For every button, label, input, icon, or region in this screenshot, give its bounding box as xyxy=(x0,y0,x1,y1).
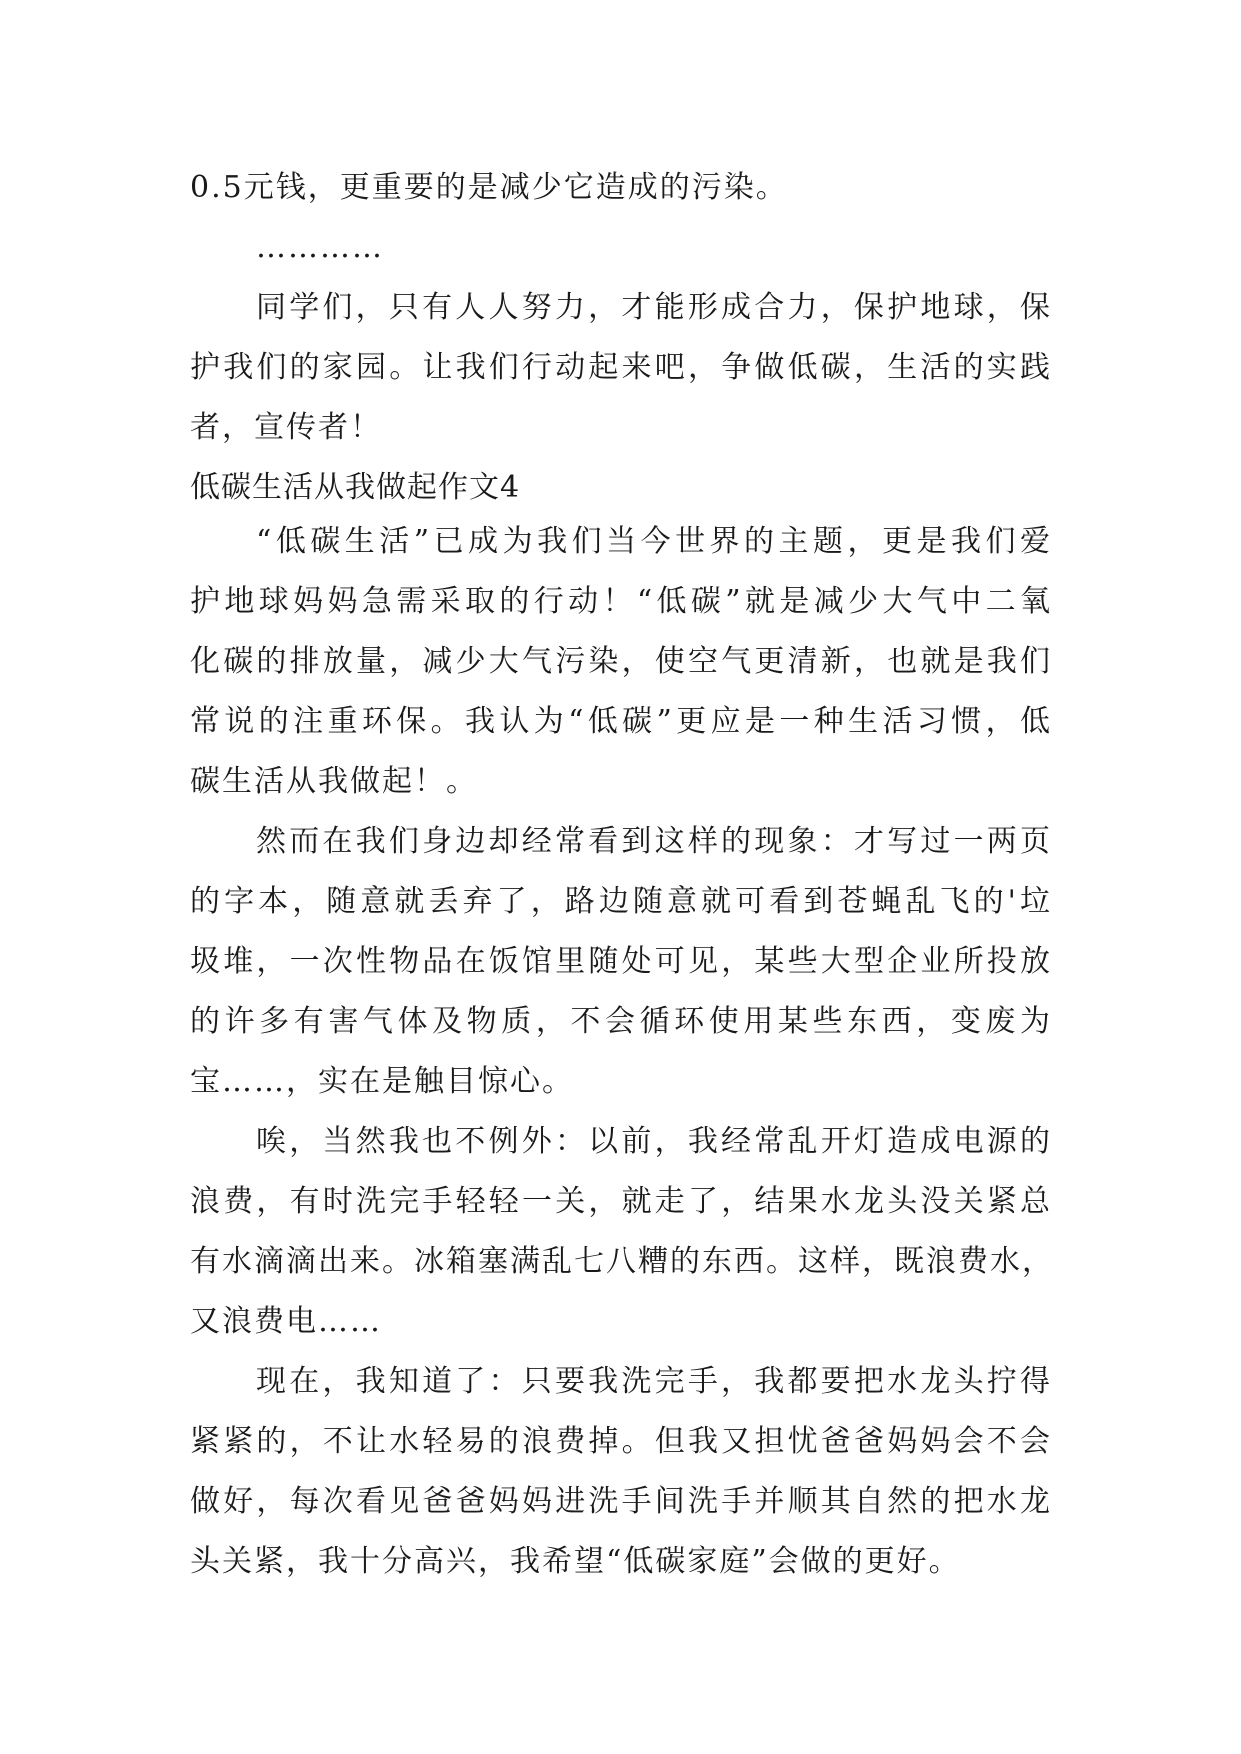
text-line: 的许多有害气体及物质，不会循环使用某些东西，变废为 xyxy=(190,1004,1052,1039)
ellipsis-line: ………… xyxy=(256,230,384,265)
text-line: 0.5元钱，更重要的是减少它造成的污染。 xyxy=(190,170,788,205)
text-line: 宝……，实在是触目惊心。 xyxy=(190,1064,574,1099)
closing-paragraph xyxy=(190,278,1052,458)
text-line: 唉，当然我也不例外：以前，我经常乱开灯造成电源的 xyxy=(256,1124,1052,1159)
text-line: 同学们，只有人人努力，才能形成合力，保护地球，保 xyxy=(256,290,1052,325)
paragraph-2 xyxy=(190,812,1052,1112)
text-line: 然而在我们身边却经常看到这样的现象：才写过一两页 xyxy=(256,824,1052,859)
text-line: 化碳的排放量，减少大气污染，使空气更清新，也就是我们 xyxy=(190,644,1052,679)
paragraph-1 xyxy=(190,512,1052,812)
text-line: 护地球妈妈急需采取的行动！“低碳”就是减少大气中二氧 xyxy=(190,584,1052,619)
text-line: 碳生活从我做起！。 xyxy=(190,764,478,799)
text-line: 又浪费电…… xyxy=(190,1304,382,1339)
text-line: 护我们的家园。让我们行动起来吧，争做低碳，生活的实践 xyxy=(190,350,1052,385)
paragraph-3 xyxy=(190,1112,1052,1352)
text-line: “低碳生活”已成为我们当今世界的主题，更是我们爱 xyxy=(256,524,1052,559)
text-line: 常说的注重环保。我认为“低碳”更应是一种生活习惯，低 xyxy=(190,704,1052,739)
text-line: 头关紧，我十分高兴，我希望“低碳家庭”会做的更好。 xyxy=(190,1544,961,1579)
text-line: 圾堆，一次性物品在饭馆里随处可见，某些大型企业所投放 xyxy=(190,944,1052,979)
text-line: 现在，我知道了：只要我洗完手，我都要把水龙头拧得 xyxy=(256,1364,1052,1399)
text-line: 紧紧的，不让水轻易的浪费掉。但我又担忧爸爸妈妈会不会 xyxy=(190,1424,1052,1459)
text-line: 浪费，有时洗完手轻轻一关，就走了，结果水龙头没关紧总 xyxy=(190,1184,1052,1219)
section-title: 低碳生活从我做起作文4 xyxy=(190,470,521,505)
text-line: 做好，每次看见爸爸妈妈进洗手间洗手并顺其自然的把水龙 xyxy=(190,1484,1052,1519)
text-line: 的字本，随意就丢弃了，路边随意就可看到苍蝇乱飞的'垃 xyxy=(190,884,1052,919)
document-page xyxy=(190,158,1052,1592)
paragraph-4 xyxy=(190,1352,1052,1592)
text-line: 者，宣传者！ xyxy=(190,410,382,445)
text-line: 有水滴滴出来。冰箱塞满乱七八糟的东西。这样，既浪费水， xyxy=(190,1244,1054,1279)
